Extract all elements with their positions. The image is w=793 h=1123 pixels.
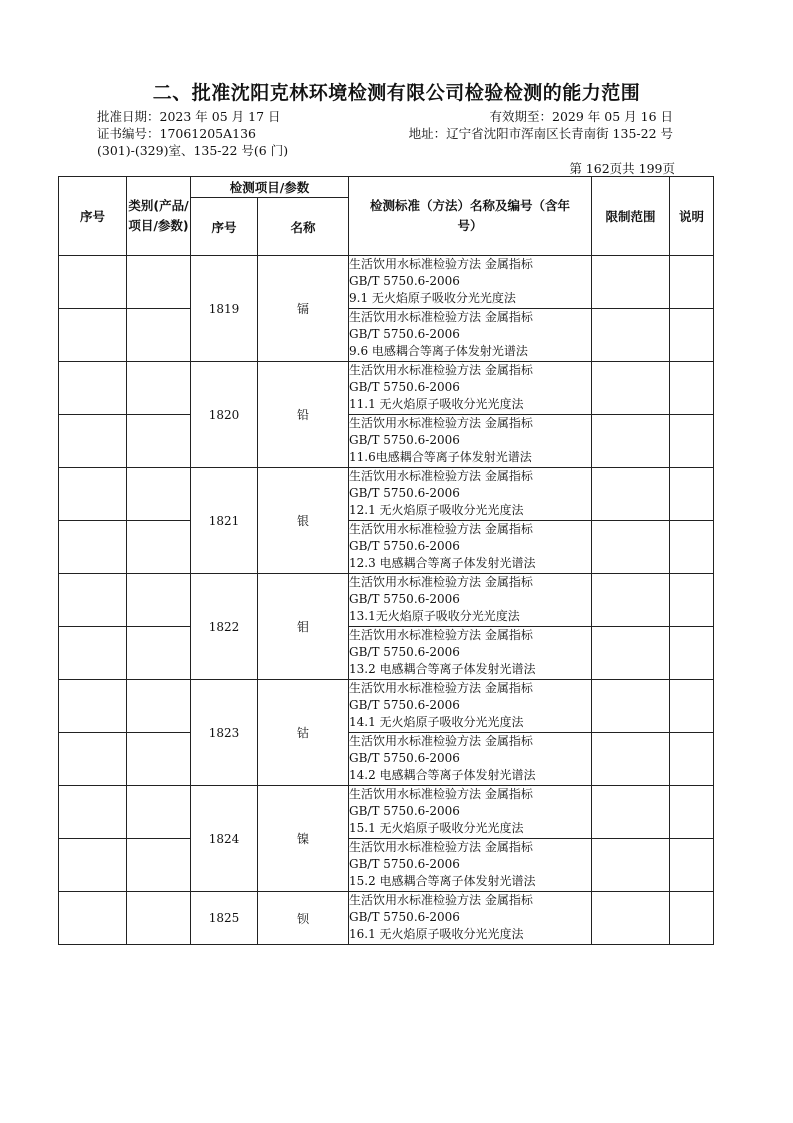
standard-cell — [349, 256, 592, 309]
seq-cell — [59, 786, 127, 839]
category-cell — [127, 309, 191, 362]
note-cell — [670, 362, 714, 415]
standard-method: 9.1 无火焰原子吸收分光光度法 — [349, 291, 516, 306]
standard-title: 生活饮用水标准检验方法 金属指标 — [349, 575, 533, 589]
item-number: 1821 — [191, 468, 258, 574]
note-cell — [670, 521, 714, 574]
header-seq: 序号 — [59, 177, 127, 256]
category-cell — [127, 415, 191, 468]
item-name: 镍 — [258, 786, 349, 892]
limit-cell — [592, 574, 670, 627]
standard-code: GB/T 5750.6-2006 — [349, 698, 460, 713]
valid-until: 有效期至：2029 年 05 月 16 日 — [489, 109, 673, 124]
standard-method: 16.1 无火焰原子吸收分光光度法 — [349, 927, 524, 942]
standard-method: 9.6 电感耦合等离子体发射光谱法 — [349, 344, 528, 359]
category-cell — [127, 256, 191, 309]
item-name: 钼 — [258, 574, 349, 680]
category-cell — [127, 362, 191, 415]
limit-cell — [592, 733, 670, 786]
limit-cell — [592, 521, 670, 574]
table-row — [59, 468, 714, 521]
standard-method: 13.2 电感耦合等离子体发射光谱法 — [349, 662, 536, 677]
header-note: 说明 — [670, 177, 714, 256]
seq-cell — [59, 362, 127, 415]
certificate-number: 证书编号：17061205A136 — [97, 126, 257, 141]
standard-method: 11.6电感耦合等离子体发射光谱法 — [349, 450, 532, 465]
item-number: 1822 — [191, 574, 258, 680]
standard-cell — [349, 362, 592, 415]
capability-table — [58, 176, 714, 945]
item-name: 铅 — [258, 362, 349, 468]
header-category: 类别(产品/项目/参数) — [127, 177, 191, 256]
category-cell — [127, 680, 191, 733]
standard-code: GB/T 5750.6-2006 — [349, 539, 460, 554]
header-item-seq: 序号 — [191, 198, 258, 256]
address-continuation: (301)-(329)室、135-22 号(6 门) — [97, 143, 289, 158]
standard-code: GB/T 5750.6-2006 — [349, 910, 460, 925]
table-row — [59, 574, 714, 627]
standard-code: GB/T 5750.6-2006 — [349, 486, 460, 501]
seq-cell — [59, 680, 127, 733]
table-row — [59, 627, 714, 680]
standard-code: GB/T 5750.6-2006 — [349, 645, 460, 660]
category-cell — [127, 892, 191, 945]
table-row — [59, 733, 714, 786]
standard-title: 生活饮用水标准检验方法 金属指标 — [349, 310, 533, 324]
limit-cell — [592, 362, 670, 415]
category-cell — [127, 786, 191, 839]
standard-method: 11.1 无火焰原子吸收分光光度法 — [349, 397, 524, 412]
standard-cell — [349, 786, 592, 839]
page-title: 二、批准沈阳克林环境检测有限公司检验检测的能力范围 — [152, 82, 641, 104]
limit-cell — [592, 892, 670, 945]
page-number: 第 162页共 199页 — [569, 161, 675, 176]
item-number: 1824 — [191, 786, 258, 892]
standard-code: GB/T 5750.6-2006 — [349, 274, 460, 289]
category-cell — [127, 468, 191, 521]
limit-cell — [592, 786, 670, 839]
seq-cell — [59, 839, 127, 892]
standard-cell — [349, 521, 592, 574]
item-number: 1823 — [191, 680, 258, 786]
note-cell — [670, 786, 714, 839]
standard-method: 13.1无火焰原子吸收分光光度法 — [349, 609, 520, 624]
header-item-name: 名称 — [258, 198, 349, 256]
item-number: 1820 — [191, 362, 258, 468]
standard-code: GB/T 5750.6-2006 — [349, 857, 460, 872]
seq-cell — [59, 892, 127, 945]
standard-title: 生活饮用水标准检验方法 金属指标 — [349, 257, 533, 271]
standard-cell — [349, 574, 592, 627]
header-item-group: 检测项目/参数 — [191, 177, 349, 198]
standard-method: 15.1 无火焰原子吸收分光光度法 — [349, 821, 524, 836]
seq-cell — [59, 468, 127, 521]
standard-title: 生活饮用水标准检验方法 金属指标 — [349, 416, 533, 430]
category-cell — [127, 839, 191, 892]
category-cell — [127, 627, 191, 680]
table-row — [59, 680, 714, 733]
standard-code: GB/T 5750.6-2006 — [349, 380, 460, 395]
seq-cell — [59, 415, 127, 468]
item-name: 钴 — [258, 680, 349, 786]
standard-cell — [349, 892, 592, 945]
standard-cell — [349, 733, 592, 786]
table-row — [59, 362, 714, 415]
address: 地址：辽宁省沈阳市浑南区长青南街 135-22 号 — [408, 126, 673, 141]
item-name: 银 — [258, 468, 349, 574]
seq-cell — [59, 627, 127, 680]
limit-cell — [592, 415, 670, 468]
note-cell — [670, 839, 714, 892]
standard-cell — [349, 309, 592, 362]
header-limit: 限制范围 — [592, 177, 670, 256]
table-row — [59, 521, 714, 574]
standard-title: 生活饮用水标准检验方法 金属指标 — [349, 734, 533, 748]
item-number: 1819 — [191, 256, 258, 362]
table-row — [59, 786, 714, 839]
limit-cell — [592, 309, 670, 362]
note-cell — [670, 309, 714, 362]
seq-cell — [59, 574, 127, 627]
standard-cell — [349, 839, 592, 892]
standard-code: GB/T 5750.6-2006 — [349, 804, 460, 819]
limit-cell — [592, 627, 670, 680]
standard-code: GB/T 5750.6-2006 — [349, 592, 460, 607]
standard-method: 12.1 无火焰原子吸收分光光度法 — [349, 503, 524, 518]
note-cell — [670, 680, 714, 733]
table-row — [59, 415, 714, 468]
table-row — [59, 309, 714, 362]
table-body — [59, 256, 714, 945]
standard-cell — [349, 415, 592, 468]
standard-code: GB/T 5750.6-2006 — [349, 433, 460, 448]
item-name: 镉 — [258, 256, 349, 362]
note-cell — [670, 468, 714, 521]
standard-title: 生活饮用水标准检验方法 金属指标 — [349, 363, 533, 377]
standard-cell — [349, 468, 592, 521]
category-cell — [127, 574, 191, 627]
category-cell — [127, 733, 191, 786]
approval-date: 批准日期：2023 年 05 月 17 日 — [97, 109, 281, 124]
standard-title: 生活饮用水标准检验方法 金属指标 — [349, 893, 533, 907]
seq-cell — [59, 521, 127, 574]
item-number: 1825 — [191, 892, 258, 945]
seq-cell — [59, 256, 127, 309]
standard-title: 生活饮用水标准检验方法 金属指标 — [349, 469, 533, 483]
standard-title: 生活饮用水标准检验方法 金属指标 — [349, 787, 533, 801]
note-cell — [670, 574, 714, 627]
limit-cell — [592, 468, 670, 521]
note-cell — [670, 733, 714, 786]
standard-cell — [349, 627, 592, 680]
seq-cell — [59, 733, 127, 786]
limit-cell — [592, 680, 670, 733]
limit-cell — [592, 839, 670, 892]
standard-method: 14.2 电感耦合等离子体发射光谱法 — [349, 768, 536, 783]
item-name: 钡 — [258, 892, 349, 945]
note-cell — [670, 415, 714, 468]
table-row — [59, 892, 714, 945]
standard-title: 生活饮用水标准检验方法 金属指标 — [349, 522, 533, 536]
note-cell — [670, 627, 714, 680]
standard-method: 12.3 电感耦合等离子体发射光谱法 — [349, 556, 536, 571]
table-row — [59, 256, 714, 309]
standard-method: 14.1 无火焰原子吸收分光光度法 — [349, 715, 524, 730]
table-row — [59, 839, 714, 892]
standard-title: 生活饮用水标准检验方法 金属指标 — [349, 840, 533, 854]
standard-code: GB/T 5750.6-2006 — [349, 327, 460, 342]
limit-cell — [592, 256, 670, 309]
seq-cell — [59, 309, 127, 362]
standard-title: 生活饮用水标准检验方法 金属指标 — [349, 681, 533, 695]
standard-code: GB/T 5750.6-2006 — [349, 751, 460, 766]
category-cell — [127, 521, 191, 574]
note-cell — [670, 892, 714, 945]
standard-cell — [349, 680, 592, 733]
note-cell — [670, 256, 714, 309]
header-standard: 检测标准（方法）名称及编号（含年号） — [349, 177, 592, 256]
standard-method: 15.2 电感耦合等离子体发射光谱法 — [349, 874, 536, 889]
standard-title: 生活饮用水标准检验方法 金属指标 — [349, 628, 533, 642]
